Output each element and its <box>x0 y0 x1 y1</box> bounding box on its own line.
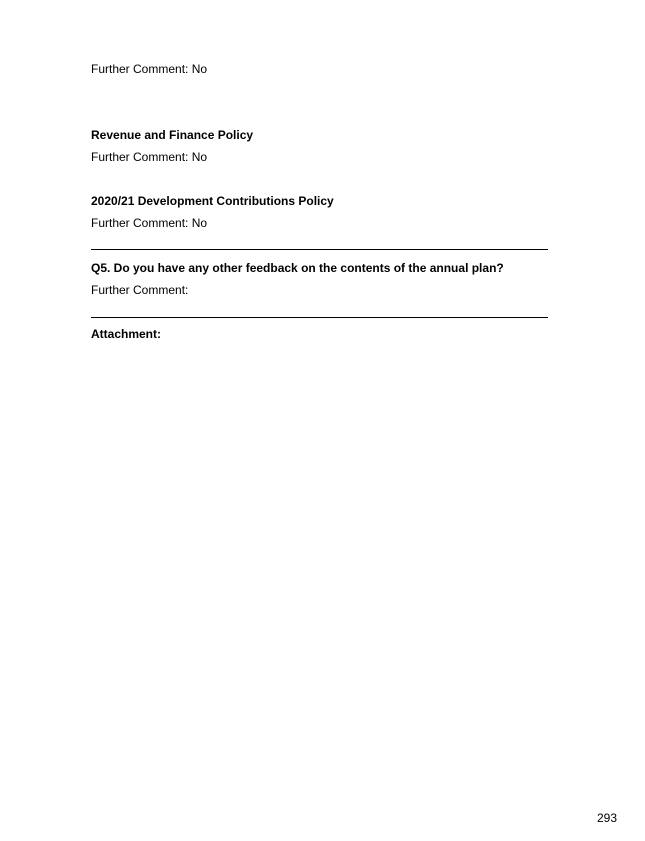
page-number: 293 <box>596 811 617 825</box>
section-divider <box>91 249 548 250</box>
attachment-heading: Attachment: <box>91 327 162 341</box>
revenue-finance-policy-heading: Revenue and Finance Policy <box>91 128 254 142</box>
further-comment-text: Further Comment: No <box>91 62 208 76</box>
q5-further-comment-text: Further Comment: <box>91 283 189 297</box>
section-divider <box>91 317 548 318</box>
q5-heading: Q5. Do you have any other feedback on the contents of the annual plan? <box>91 261 504 275</box>
development-contributions-policy-heading: 2020/21 Development Contributions Policy <box>91 194 334 208</box>
development-further-comment-text: Further Comment: No <box>91 216 208 230</box>
revenue-further-comment-text: Further Comment: No <box>91 150 208 164</box>
